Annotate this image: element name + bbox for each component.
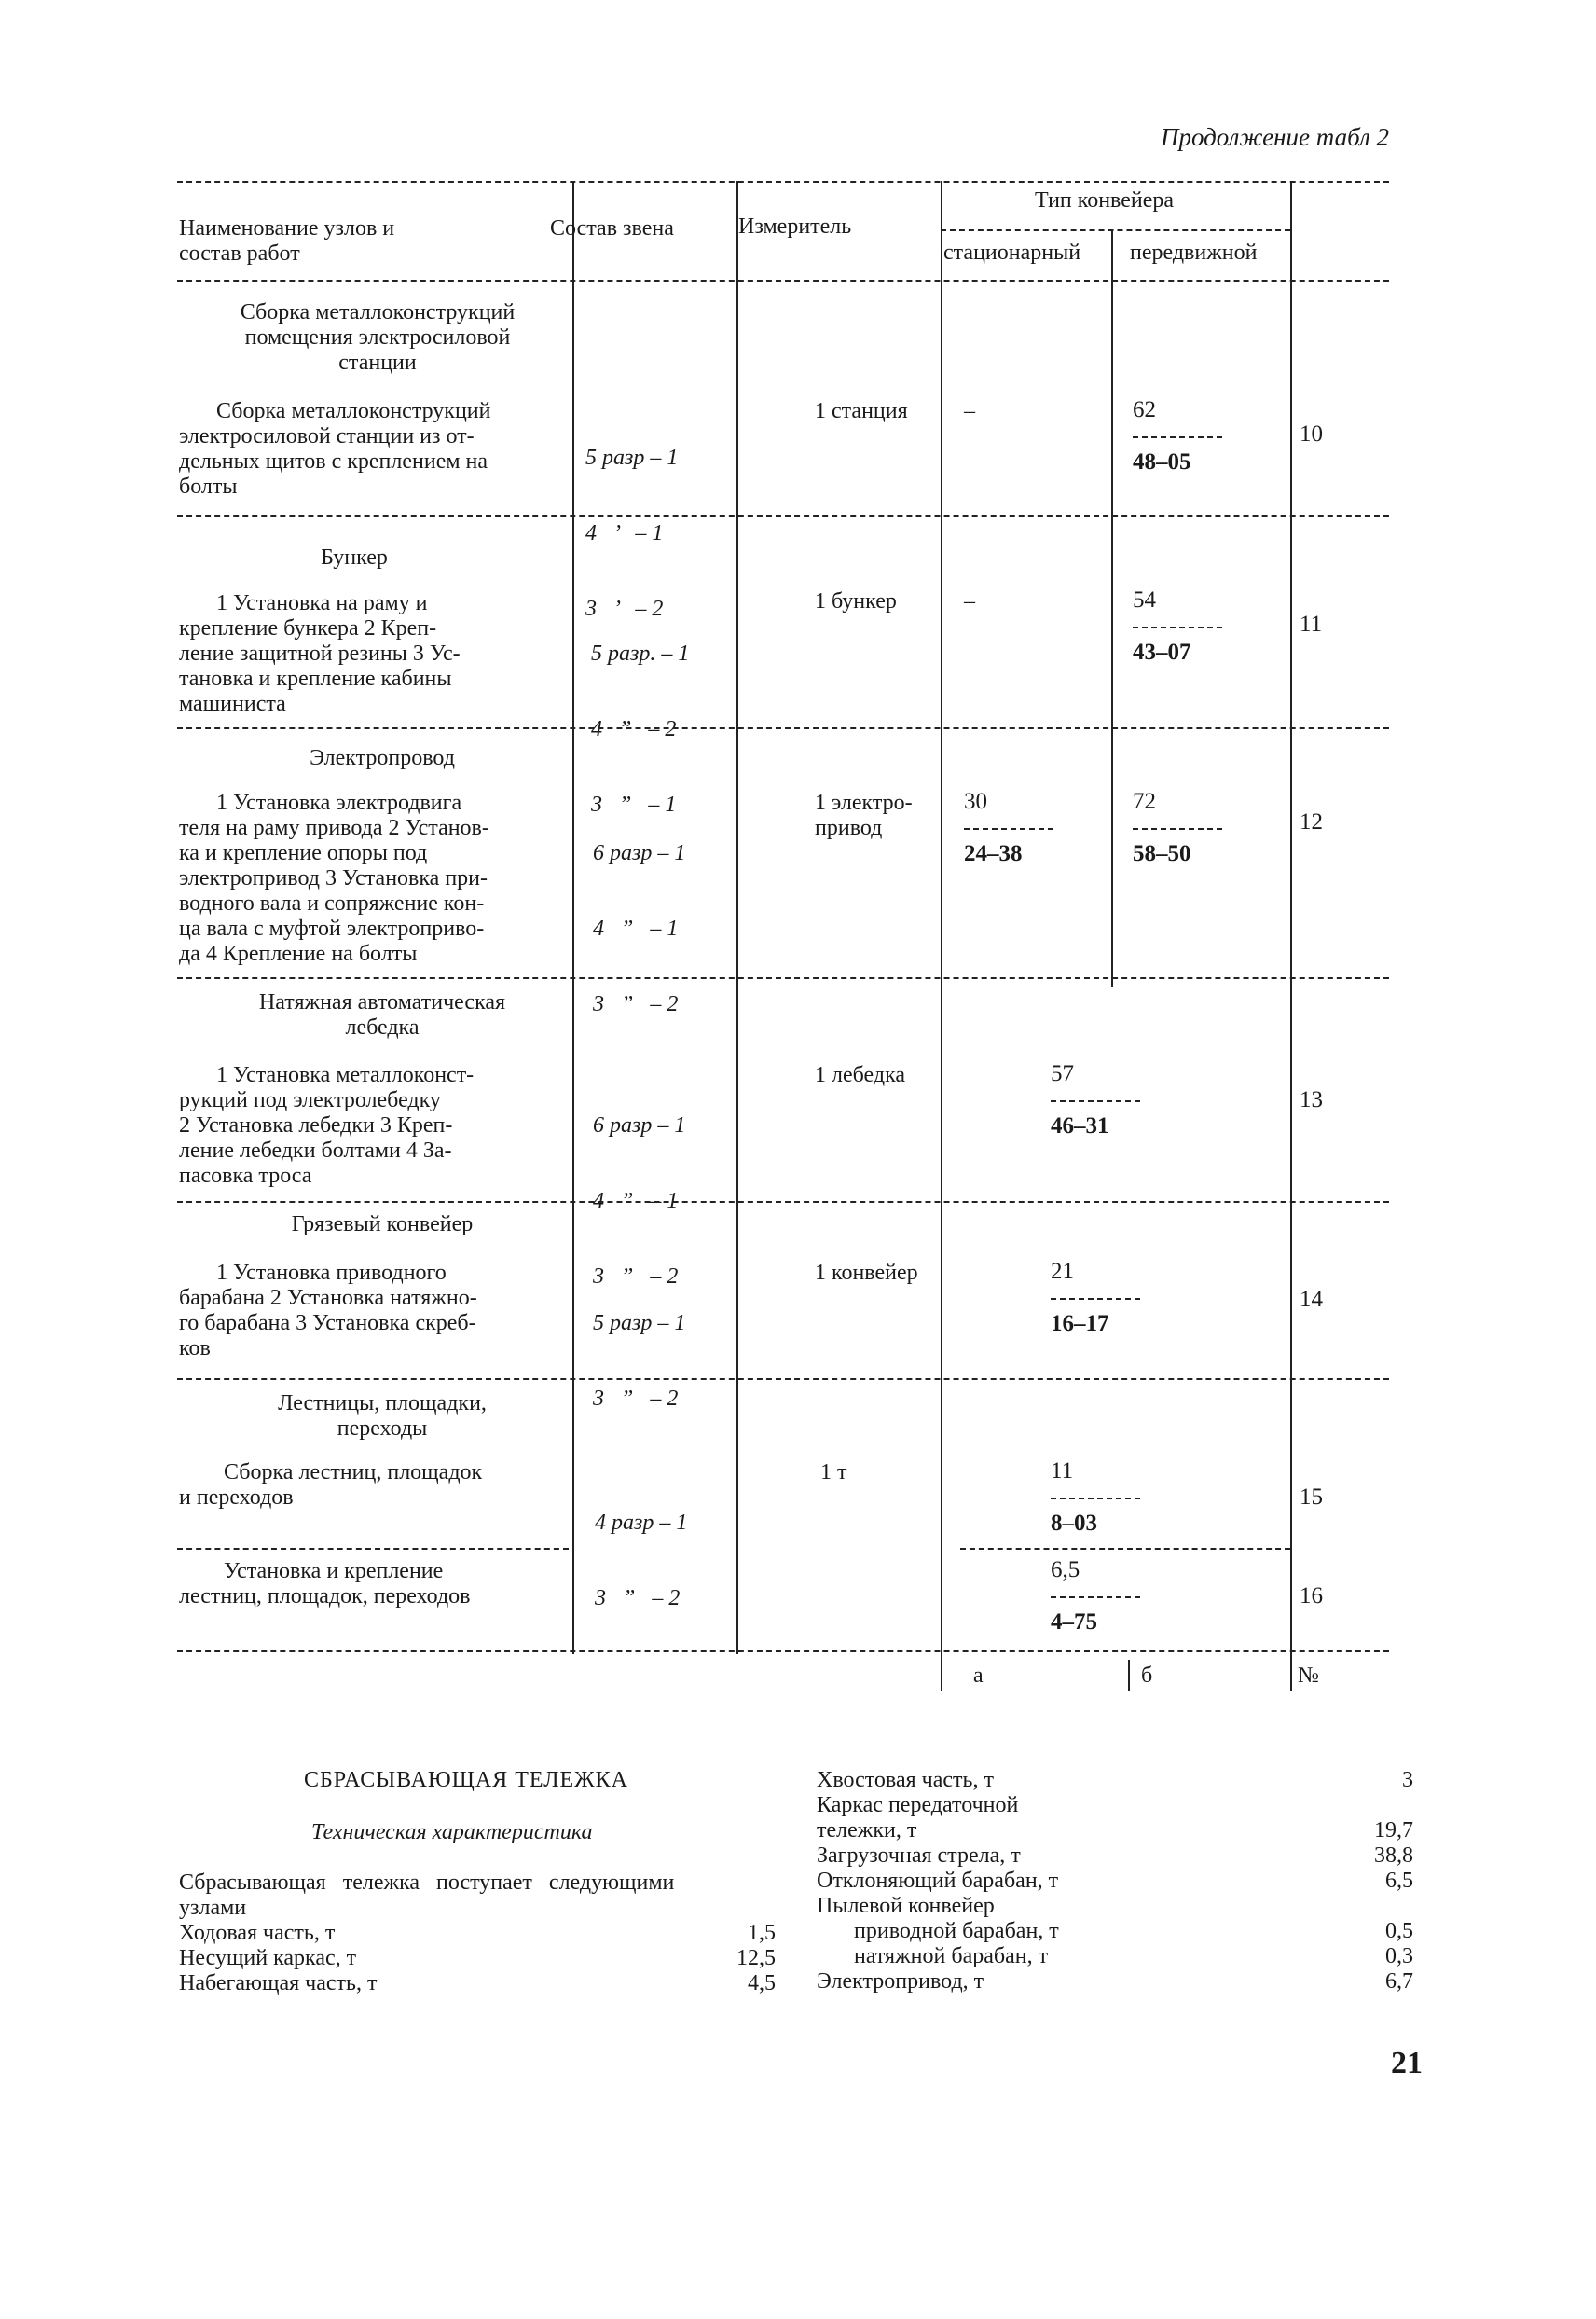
work-description: 1 Установка металлоконст- рукций под электролебедку 2 Установка лебедки 3 Креп- ление лебедки болтами 4 За- пасовка троса (179, 1063, 475, 1188)
section-title: Натяжная автоматическая лебедка (258, 990, 506, 1040)
unit-measure: 1 бункер (815, 589, 897, 614)
section-title: Бункер (321, 545, 388, 570)
row-rule (960, 1548, 1290, 1550)
unit-measure: 1 т (820, 1460, 847, 1484)
header-name-line2: состав работ (179, 242, 300, 266)
crew-composition: 6 разр – 1 4 ” – 1 3 ” – 2 (593, 841, 686, 1016)
mobile-value: 62 48–05 (1133, 397, 1235, 476)
unit-measure: 1 лебедка (815, 1063, 906, 1087)
type-subheader-rule (941, 229, 1290, 231)
header-name-line1: Наименование узлов и (179, 216, 395, 241)
table-top-rule (177, 181, 1389, 183)
spec-right-item: натяжной барабан, т 0,3 (854, 1944, 1413, 1968)
spec-left-item: Ходовая часть, т 1,5 (179, 1921, 776, 1945)
row-rule (177, 515, 1389, 517)
header-crew: Состав звена (550, 216, 674, 241)
spec-right-item: Пылевой конвейер (817, 1894, 995, 1918)
footer-a: а (973, 1663, 984, 1688)
spec-left-item: Несущий каркас, т 12,5 (179, 1946, 776, 1970)
col-divider-4 (1290, 181, 1292, 1691)
work-description: Сборка металлоконструкций электросиловой станции из от- дельных щитов с креплением на болты (179, 399, 491, 499)
header-unit: Измеритель (738, 214, 852, 239)
section-title: Лестницы, площадки, переходы (278, 1391, 487, 1441)
spec-right-item: Загрузочная стрела, т 38,8 (817, 1843, 1413, 1868)
combined-value: 6,5 4–75 (1051, 1557, 1153, 1636)
crew-composition: 5 разр. – 1 4 ” – 2 3 ” – 1 (591, 642, 690, 817)
row-rule (177, 727, 1389, 729)
row-rule (177, 977, 1389, 979)
row-number: 15 (1300, 1484, 1323, 1510)
row-number: 14 (1300, 1287, 1323, 1312)
stationary-value: 30 24–38 (964, 789, 1066, 867)
spec-right-item: Отклоняющий барабан, т 6,5 (817, 1869, 1413, 1893)
unit-measure: 1 электро- привод (815, 791, 913, 840)
mobile-value: 72 58–50 (1133, 789, 1235, 867)
work-description: Установка и крепление лестниц, площадок, переходов (179, 1559, 471, 1608)
spec-left-item: Набегающая часть, т 4,5 (179, 1971, 776, 1995)
row-rule (177, 1378, 1389, 1380)
col-divider-stationary-mobile (1111, 231, 1113, 987)
spec-right-item: Каркас передаточной (817, 1793, 1019, 1817)
col-divider-3 (941, 181, 942, 1691)
spec-right-item: Электропривод, т 6,7 (817, 1969, 1413, 1994)
spec-right-item: Хвостовая часть, т 3 (817, 1768, 1413, 1792)
row-number: 12 (1300, 809, 1323, 835)
crew-composition: 6 разр – 1 4 ” – 1 3 ” – 2 (593, 1113, 686, 1289)
spec-right-item: приводной барабан, т 0,5 (854, 1919, 1413, 1943)
spec-subtitle: Техническая характеристика (311, 1820, 593, 1844)
spec-intro: Сбрасывающая тележка поступает следующими узлами (179, 1870, 675, 1920)
footer-no: № (1298, 1663, 1319, 1688)
stationary-value: – (964, 589, 975, 614)
col-divider-2 (736, 181, 738, 1654)
header-mobile: передвижной (1130, 241, 1258, 265)
section-title: Грязевый конвейер (291, 1212, 474, 1236)
row-number: 13 (1300, 1087, 1323, 1112)
stationary-value: – (964, 399, 975, 423)
row-rule (177, 1548, 569, 1550)
unit-measure: 1 станция (815, 399, 908, 423)
crew-composition: 5 разр – 1 4 ’ – 1 3 ’ – 2 (585, 446, 679, 621)
page-number: 21 (1391, 2046, 1423, 2080)
footer-divider (1128, 1660, 1130, 1691)
crew-composition: 5 разр – 1 3 ” – 2 (593, 1311, 686, 1411)
row-number: 16 (1300, 1583, 1323, 1608)
row-number: 10 (1300, 421, 1323, 447)
work-description: Сборка лестниц, площадок и переходов (179, 1460, 483, 1510)
spec-title: СБРАСЫВАЮЩАЯ ТЕЛЕЖКА (304, 1768, 628, 1792)
continuation-label: Продолжение табл 2 (1161, 123, 1390, 151)
combined-value: 57 46–31 (1051, 1061, 1153, 1139)
work-description: 1 Установка на раму и крепление бункера 2 Креп- ление защитной резины 3 Ус- тановка и крепление кабины машиниста (179, 591, 461, 716)
combined-value: 11 8–03 (1051, 1458, 1153, 1537)
header-conveyor-type: Тип конвейера (1035, 188, 1175, 213)
crew-composition: 4 разр – 1 3 ” – 2 (595, 1511, 688, 1610)
work-description: 1 Установка электродвига теля на раму привода 2 Установ- ка и крепление опоры под электропривод 3 Установка при- водного вала и сопряжение кон- ца вала с муфтой электроприво- да 4 Крепление на болты (179, 791, 489, 966)
combined-value: 21 16–17 (1051, 1259, 1153, 1337)
footer-b: б (1141, 1663, 1153, 1688)
unit-measure: 1 конвейер (815, 1261, 918, 1285)
work-description: 1 Установка приводного барабана 2 Установка натяжно- го барабана 3 Установка скреб- ков (179, 1261, 477, 1360)
header-stationary: стационарный (943, 241, 1081, 265)
spec-right-item: тележки, т 19,7 (817, 1818, 1413, 1843)
table-bottom-rule (177, 1650, 1389, 1652)
header-bottom-rule (177, 280, 1389, 282)
mobile-value: 54 43–07 (1133, 587, 1235, 666)
section-title: Электропровод (310, 746, 455, 770)
row-rule (177, 1201, 1389, 1203)
row-number: 11 (1300, 612, 1323, 637)
section-title: Сборка металлоконструкций помещения электросиловой станции (240, 300, 516, 375)
